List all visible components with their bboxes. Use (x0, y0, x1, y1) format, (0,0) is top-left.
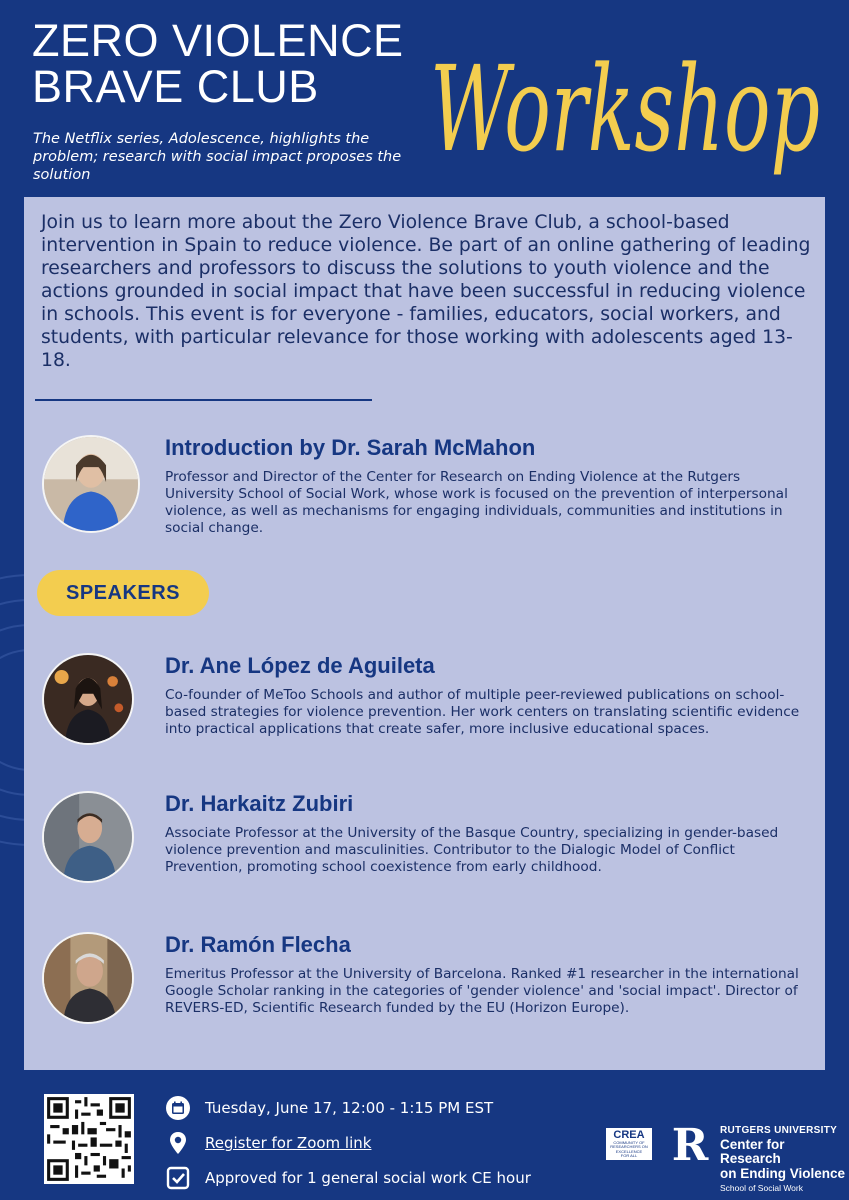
intro-name: Introduction by Dr. Sarah McMahon (165, 435, 536, 460)
register-zoom-link[interactable]: Register for Zoom link (205, 1134, 372, 1152)
divider-line (35, 399, 372, 401)
event-date-row (165, 1095, 493, 1121)
approval-row (165, 1165, 531, 1191)
qr-code-image (44, 1094, 134, 1184)
center-name-1: Center for Research (720, 1137, 785, 1166)
ce-approval: Approved for 1 general social work CE hour (205, 1169, 531, 1187)
register-row (165, 1130, 371, 1156)
event-date: Tuesday, June 17, 12:00 - 1:15 PM EST (205, 1099, 494, 1117)
crea-tagline-4: FOR ALL (620, 1153, 638, 1159)
rutgers-r-logo (668, 1122, 712, 1166)
crea-logo (606, 1128, 652, 1160)
avatar-sarah-mcmahon (42, 435, 140, 533)
title-line-1: ZERO VIOLENCE (32, 15, 404, 66)
workshop-text: Workshop (430, 40, 820, 178)
center-name-2: on Ending Violence (720, 1166, 846, 1181)
crea-tagline-3: EXCELLENCE (615, 1148, 643, 1154)
crea-name: CREA (613, 1129, 645, 1141)
speaker-name: Dr. Harkaitz Zubiri (165, 791, 354, 816)
intro-bio: Professor and Director of the Center for Research on Ending Violence at the Rutgers University School of Social Work, whose work is focused on the prevention of interpersonal violence, as well as mechanisms for engaging individuals, communities and institutions in social change. (165, 469, 788, 536)
location-pin-icon (165, 1130, 191, 1156)
crea-tagline (606, 1141, 652, 1159)
qr-code[interactable] (44, 1094, 134, 1184)
crea-tagline-1: COMMUNITY OF (613, 1140, 645, 1145)
speaker-bio: Co-founder of MeToo Schools and author of multiple peer-reviewed publications on school-based strategies for violence prevention. Her work centers on translating scientific evidence into practical applications that create safer, more inclusive educational spaces. (165, 687, 800, 737)
speaker-name: Dr. Ane López de Aguileta (165, 653, 435, 678)
subtitle: The Netflix series, Adolescence, highlights the problem; research with social impact proposes the solution (33, 131, 402, 183)
calendar-icon (165, 1095, 191, 1121)
title-line-2: BRAVE CLUB (32, 61, 319, 112)
intro-paragraph: Join us to learn more about the Zero Violence Brave Club, a school-based intervention in Spain to reduce violence. Be part of an online gathering of leading researchers and professors to discuss the solutions to youth violence and the actions grounded in social impact that have been successful in reducing violence in schools. This event is for everyone - families, educators, social workers, and students, with particular relevance for those working with adolescents aged 13-18. (41, 212, 811, 371)
speaker-bio: Emeritus Professor at the University of Barcelona. Ranked #1 researcher in the international Google Scholar ranking in the categories of 'gender violence' and 'social impact'. Director of REVERS-ED, Scientific Research funded by the EU (Horizon Europe). (165, 966, 799, 1016)
rutgers-wordmark (720, 1126, 849, 1192)
checkbox-icon (165, 1165, 191, 1191)
rutgers-letter: R (671, 1122, 709, 1166)
crea-tagline-2: RESEARCHERS ON (610, 1144, 648, 1150)
event-title (32, 15, 404, 112)
workshop-heading (428, 0, 838, 200)
content-panel (24, 197, 825, 1070)
avatar-ane-lopez (42, 653, 134, 745)
speaker-bio: Associate Professor at the University of the Basque Country, specializing in gender-based violence prevention and masculinities. Contributor to the Dialogic Model of Conflict Prevention, promoting school coexistence from early childhood. (165, 825, 779, 875)
school-name: School of Social Work (720, 1182, 803, 1193)
avatar-ramon-flecha (42, 932, 134, 1024)
rutgers-university: RUTGERS UNIVERSITY (720, 1125, 838, 1136)
speaker-name: Dr. Ramón Flecha (165, 932, 351, 957)
speakers-badge: SPEAKERS (37, 570, 209, 616)
avatar-harkaitz-zubiri (42, 791, 134, 883)
